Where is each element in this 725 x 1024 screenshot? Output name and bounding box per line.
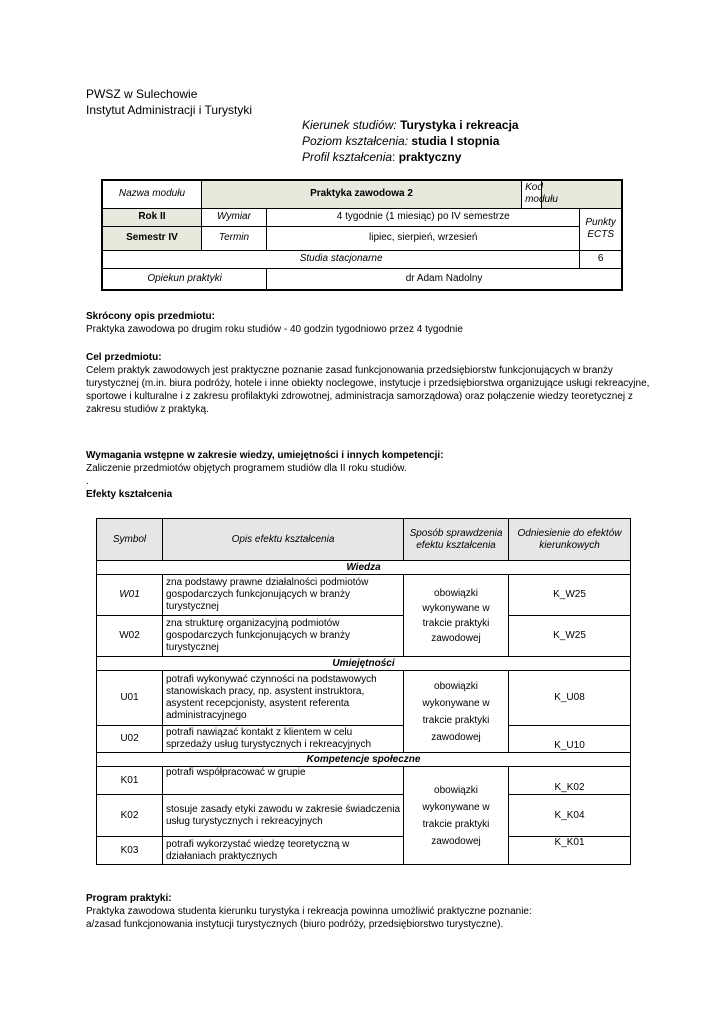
effect-reference: K_W25 bbox=[509, 616, 631, 657]
effect-method: obowiązki wykonywane w trakcie praktyki zawodowej bbox=[404, 671, 509, 753]
effect-symbol: W01 bbox=[97, 575, 163, 616]
study-level bbox=[302, 133, 499, 149]
effect-symbol: K02 bbox=[97, 795, 163, 837]
effect-method: obowiązki wykonywane w trakcie praktyki zawodowej bbox=[404, 767, 509, 865]
effect-reference: K_U10 bbox=[509, 726, 631, 753]
study-profile-label: Profil kształcenia bbox=[302, 150, 393, 164]
program-title: Program praktyki: bbox=[86, 893, 172, 904]
dimension-label: Wymiar bbox=[201, 208, 266, 226]
year-cell: Rok II bbox=[102, 208, 201, 226]
study-profile-sep: : bbox=[392, 150, 399, 164]
effect-symbol: U02 bbox=[97, 726, 163, 753]
prerequisites bbox=[86, 449, 656, 501]
short-description-title: Skrócony opis przedmiotu: bbox=[86, 311, 215, 322]
effect-reference: K_U08 bbox=[509, 671, 631, 726]
col-description: Opis efektu kształcenia bbox=[163, 519, 404, 561]
effects-title: Efekty kształcenia bbox=[86, 489, 173, 500]
term-value: lipiec, sierpień, wrzesień bbox=[267, 226, 580, 250]
effect-reference: K_K04 bbox=[509, 795, 631, 837]
institute-name: Instytut Administracji i Turystyki bbox=[86, 103, 253, 117]
effect-reference: K_W25 bbox=[509, 575, 631, 616]
program-text: Praktyka zawodowa studenta kierunku turystyka i rekreacja powinna umożliwić praktyczne poznanie: bbox=[86, 906, 532, 917]
effect-description: potrafi współpracować w grupie bbox=[163, 767, 404, 795]
semester-cell: Semestr IV bbox=[102, 226, 201, 250]
course-goal-title: Cel przedmiotu: bbox=[86, 352, 162, 363]
prerequisites-title: Wymagania wstępne w zakresie wiedzy, umiejętności i innych kompetencji: bbox=[86, 450, 444, 461]
col-symbol: Symbol bbox=[97, 519, 163, 561]
term-label: Termin bbox=[201, 226, 266, 250]
effect-reference: K_K02 bbox=[509, 767, 631, 795]
effects-table bbox=[96, 518, 631, 865]
course-goal bbox=[86, 351, 656, 416]
effect-method: obowiązki wykonywane w trakcie praktyki zawodowej bbox=[404, 575, 509, 657]
study-profile-value: praktyczny bbox=[398, 150, 462, 164]
course-goal-text: Celem praktyk zawodowych jest praktyczne poznanie zasad funkcjonowania przedsiębiorstw funkcjonujących w branży turystycznej (m.in. biura podróży, hotele i inne obiekty noclegowe, instytucje i przedsiębiorstwa organizujące usługi rekreacyjne, sportowe i kulturalne i z zakresu profilaktyki zdrowotnej, administracja samorządowa) oraz połączenie wiedzy teoretycznej z zakresu studiów z praktyką. bbox=[86, 365, 650, 415]
effect-description: potrafi nawiązać kontakt z klientem w celu sprzedaży usług turystycznych i rekreacyjnych bbox=[163, 726, 404, 753]
study-form: Studia stacjonarne bbox=[102, 250, 580, 268]
module-code-label: Kod modułu bbox=[522, 180, 542, 208]
effect-reference: K_K01 bbox=[509, 837, 631, 865]
effect-description: zna strukturę organizacyjną podmiotów gospodarczych funkcjonujących w branży turystycznej bbox=[163, 616, 404, 657]
study-field-label: Kierunek studiów: bbox=[302, 118, 401, 132]
effect-description: potrafi wykonywać czynności na podstawowych stanowiskach pracy, np. asystent instruktora, asystent recepcjonisty, asystent referenta administracyjnego bbox=[163, 671, 404, 726]
dimension-value: 4 tygodnie (1 miesiąc) po IV semestrze bbox=[267, 208, 580, 226]
col-reference: Odniesienie do efektów kierunkowych bbox=[509, 519, 631, 561]
ects-value: 6 bbox=[580, 250, 622, 268]
module-name-label: Nazwa modułu bbox=[102, 180, 201, 208]
study-profile bbox=[302, 149, 461, 165]
col-method: Sposób sprawdzenia efektu kształcenia bbox=[404, 519, 509, 561]
program-text-item: a/zasad funkcjonowania instytucji turystycznych (biuro podróży, przedsiębiorstwo turystyczne). bbox=[86, 919, 504, 930]
study-level-value: studia I stopnia bbox=[411, 134, 500, 148]
short-description bbox=[86, 310, 656, 336]
group-knowledge: Wiedza bbox=[97, 561, 631, 575]
effect-symbol: U01 bbox=[97, 671, 163, 726]
institution-name: PWSZ w Sulechowie bbox=[86, 87, 198, 101]
short-description-text: Praktyka zawodowa po drugim roku studiów - 40 godzin tygodniowo przez 4 tygodnie bbox=[86, 324, 463, 335]
effect-symbol: K01 bbox=[97, 767, 163, 795]
study-level-label: Poziom kształcenia: bbox=[302, 134, 412, 148]
effect-symbol: W02 bbox=[97, 616, 163, 657]
effect-symbol: K03 bbox=[97, 837, 163, 865]
ects-label: Punkty ECTS bbox=[580, 208, 622, 250]
supervisor-value: dr Adam Nadolny bbox=[267, 268, 622, 290]
prerequisites-text: Zaliczenie przedmiotów objętych programem studiów dla II roku studiów. bbox=[86, 463, 407, 474]
module-table bbox=[101, 179, 623, 291]
stray-dot: . bbox=[86, 476, 89, 487]
internship-program bbox=[86, 892, 686, 931]
supervisor-label: Opiekun praktyki bbox=[102, 268, 267, 290]
effect-description: zna podstawy prawne działalności podmiotów gospodarczych funkcjonujących w branży turystycznej bbox=[163, 575, 404, 616]
effect-description: potrafi wykorzystać wiedzę teoretyczną w działaniach praktycznych bbox=[163, 837, 404, 865]
module-name-value: Praktyka zawodowa 2 bbox=[201, 180, 521, 208]
study-field bbox=[302, 117, 519, 133]
group-skills: Umiejętności bbox=[97, 657, 631, 671]
group-social: Kompetencje społeczne bbox=[97, 753, 631, 767]
effect-description: stosuje zasady etyki zawodu w zakresie świadczenia usług turystycznych i rekreacyjnych bbox=[163, 795, 404, 837]
study-field-value: Turystyka i rekreacja bbox=[400, 118, 519, 132]
